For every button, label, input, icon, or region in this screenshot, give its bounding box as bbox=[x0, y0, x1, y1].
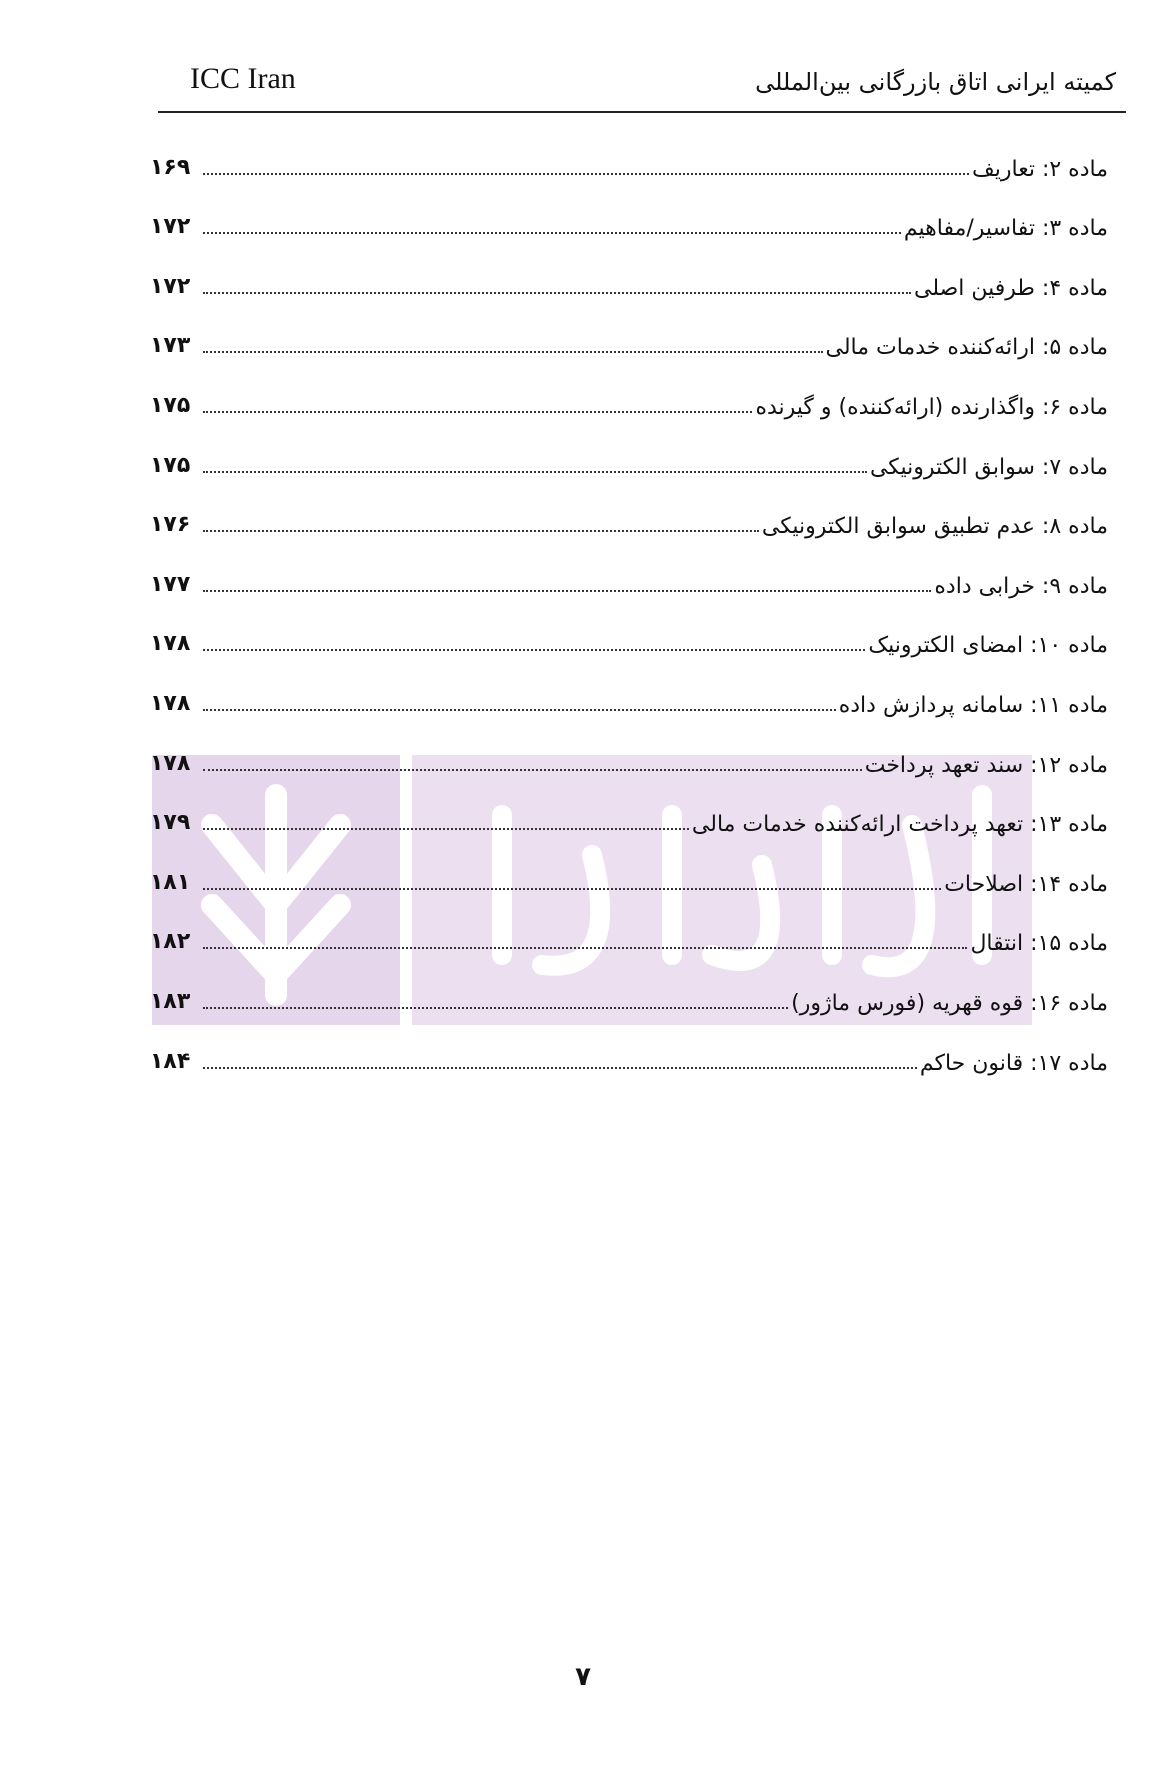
toc-entry-title: ماده ۱۵: انتقال bbox=[970, 931, 1108, 957]
toc-entry bbox=[150, 249, 1108, 309]
toc-dot-leader bbox=[203, 768, 862, 771]
toc-entry bbox=[150, 368, 1108, 428]
toc-entry-title: ماده ۷: سوابق الکترونیکی bbox=[869, 454, 1108, 480]
toc-dot-leader bbox=[203, 350, 823, 353]
toc-entry-title: ماده ۱۶: قوه قهریه (فورس ماژور) bbox=[791, 990, 1108, 1016]
toc-entry-title: ماده ۵: ارائه‌کننده خدمات مالی bbox=[825, 335, 1108, 361]
toc-entry-title: ماده ۱۰: امضای الکترونیک bbox=[868, 633, 1108, 659]
toc-entry-page: ۱۷۲ bbox=[150, 214, 191, 240]
toc-entry-page: ۱۷۲ bbox=[150, 273, 191, 299]
toc-dot-leader bbox=[203, 231, 901, 234]
toc-entry-title: ماده ۱۴: اصلاحات bbox=[944, 871, 1108, 897]
toc-dot-leader bbox=[203, 946, 967, 949]
toc-entry-page: ۱۸۱ bbox=[150, 869, 191, 895]
toc-dot-leader bbox=[203, 827, 689, 830]
toc-entry bbox=[150, 488, 1108, 548]
toc-dot-leader bbox=[203, 172, 969, 175]
toc-entry bbox=[150, 845, 1108, 905]
toc-entry-page: ۱۷۷ bbox=[150, 571, 191, 597]
toc-entry-page: ۱۸۳ bbox=[150, 988, 191, 1014]
header-divider bbox=[158, 111, 1126, 113]
toc-entry-title: ماده ۴: طرفین اصلی bbox=[913, 275, 1108, 301]
header-left-title: ICC Iran bbox=[190, 62, 296, 95]
toc-entry-page: ۱۷۶ bbox=[150, 512, 191, 538]
toc-entry-title: ماده ۹: خرابی داده bbox=[934, 573, 1108, 599]
toc-entry bbox=[150, 309, 1108, 369]
toc-entry bbox=[150, 786, 1108, 846]
toc-entry-title: ماده ۲: تعاریف bbox=[971, 156, 1108, 182]
toc-dot-leader bbox=[203, 648, 865, 651]
toc-entry-page: ۱۷۸ bbox=[150, 631, 191, 657]
toc-entry-page: ۱۷۵ bbox=[150, 452, 191, 478]
toc-entry-page: ۱۷۵ bbox=[150, 392, 191, 418]
toc-dot-leader bbox=[203, 529, 759, 532]
toc-entry-title: ماده ۶: واگذارنده (ارائه‌کننده) و گیرنده bbox=[755, 394, 1108, 420]
toc-entry bbox=[150, 1024, 1108, 1084]
header-right-title: کمیته ایرانی اتاق بازرگانی بین‌المللی bbox=[755, 68, 1116, 96]
toc-entry bbox=[150, 190, 1108, 250]
toc-entry bbox=[150, 905, 1108, 965]
toc-entry-title: ماده ۱۲: سند تعهد پرداخت bbox=[864, 752, 1108, 778]
toc-dot-leader bbox=[203, 1006, 788, 1009]
toc-entry-page: ۱۷۹ bbox=[150, 810, 191, 836]
toc-entry-title: ماده ۳: تفاسیر/مفاهیم bbox=[903, 216, 1108, 242]
toc-dot-leader bbox=[203, 470, 867, 473]
toc-entry bbox=[150, 726, 1108, 786]
toc-entry-title: ماده ۱۷: قانون حاکم bbox=[919, 1050, 1108, 1076]
toc-entry bbox=[150, 607, 1108, 667]
toc-entry-title: ماده ۸: عدم تطبیق سوابق الکترونیکی bbox=[761, 514, 1108, 540]
toc-dot-leader bbox=[203, 291, 911, 294]
toc-dot-leader bbox=[203, 887, 941, 890]
page-number: ۷ bbox=[575, 1662, 591, 1692]
toc-entry bbox=[150, 964, 1108, 1024]
toc-entry bbox=[150, 130, 1108, 190]
toc-entry bbox=[150, 428, 1108, 488]
toc-entry-page: ۱۸۲ bbox=[150, 929, 191, 955]
toc-entry-page: ۱۷۳ bbox=[150, 333, 191, 359]
toc-entry bbox=[150, 666, 1108, 726]
toc-dot-leader bbox=[203, 589, 931, 592]
table-of-contents bbox=[150, 130, 1108, 1084]
toc-entry-page: ۱۶۹ bbox=[150, 154, 191, 180]
toc-dot-leader bbox=[203, 708, 836, 711]
toc-entry-title: ماده ۱۱: سامانه پردازش داده bbox=[838, 692, 1108, 718]
toc-entry-page: ۱۷۸ bbox=[150, 690, 191, 716]
toc-entry-page: ۱۷۸ bbox=[150, 750, 191, 776]
toc-entry-title: ماده ۱۳: تعهد پرداخت ارائه‌کننده خدمات مالی bbox=[691, 812, 1108, 838]
toc-dot-leader bbox=[203, 410, 752, 413]
toc-entry-page: ۱۸۴ bbox=[150, 1048, 191, 1074]
toc-dot-leader bbox=[203, 1066, 917, 1069]
toc-entry bbox=[150, 547, 1108, 607]
